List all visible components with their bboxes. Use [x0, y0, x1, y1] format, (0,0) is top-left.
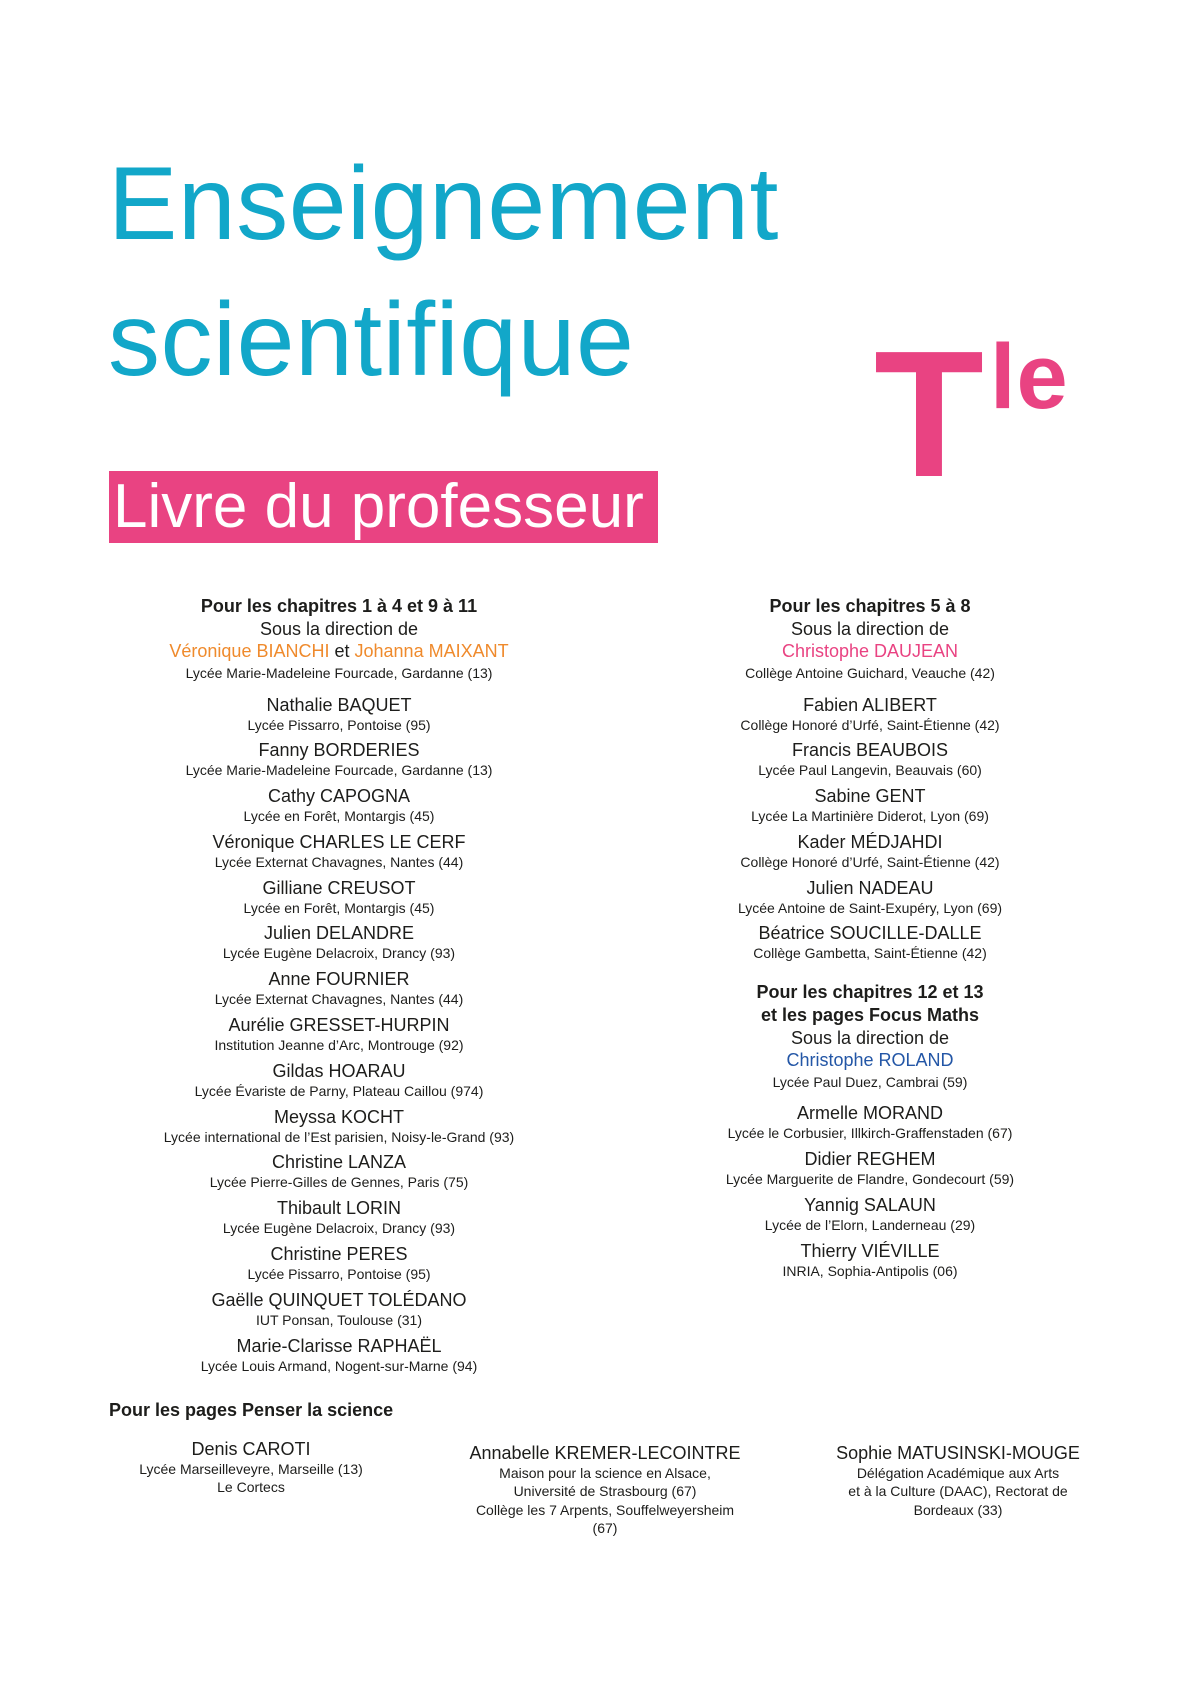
member-affiliation: Lycée Externat Chavagnes, Nantes (44) — [214, 991, 464, 1008]
director-name: Christophe DAUJEAN — [781, 641, 959, 661]
subtitle: Livre du professeur — [113, 472, 644, 541]
member-name: Christine LANZA — [271, 1152, 407, 1173]
column-left — [109, 595, 569, 1381]
member-affiliation: INRIA, Sophia-Antipolis (06) — [782, 1262, 958, 1279]
contributor-affiliation-line: Collège les 7 Arpents, Souffelweyersheim — [475, 1501, 735, 1518]
member-entry — [640, 878, 1100, 918]
section-heading: Pour les chapitres 5 à 8 — [769, 596, 971, 616]
member-name: Cathy CAPOGNA — [267, 786, 411, 807]
member-affiliation: Lycée Évariste de Parny, Plateau Caillou (974) — [194, 1082, 484, 1099]
member-entry — [640, 832, 1100, 872]
title-line-1: Enseignement — [108, 146, 779, 262]
member-entry — [640, 1103, 1100, 1143]
member-entry — [640, 1241, 1100, 1281]
member-name: Meyssa KOCHT — [273, 1106, 405, 1127]
section-heading: et les pages Focus Maths — [760, 1004, 980, 1025]
direction-label: Sous la direction de — [790, 619, 950, 639]
member-name: Fabien ALIBERT — [803, 694, 937, 715]
column-right — [640, 595, 1100, 1286]
member-name: Nathalie BAQUET — [266, 694, 412, 715]
member-name: Thierry VIÉVILLE — [800, 1240, 940, 1261]
contributor-affiliation-line: Lycée Marseilleveyre, Marseille (13) — [139, 1460, 363, 1477]
subtitle-banner — [109, 471, 658, 543]
level-letter: T — [874, 314, 984, 515]
member-affiliation: Lycée Eugène Delacroix, Drancy (93) — [222, 1220, 456, 1237]
member-entry — [109, 1290, 569, 1330]
member-affiliation: Lycée Pissarro, Pontoise (95) — [247, 716, 431, 733]
member-entry — [109, 740, 569, 780]
section-heading: Pour les chapitres 1 à 4 et 9 à 11 — [200, 596, 478, 616]
member-affiliation: Lycée Externat Chavagnes, Nantes (44) — [214, 853, 464, 870]
member-entry — [109, 1198, 569, 1238]
member-affiliation: Lycée Eugène Delacroix, Drancy (93) — [222, 945, 456, 962]
member-affiliation: Lycée Pierre-Gilles de Gennes, Paris (75) — [209, 1174, 469, 1191]
member-name: Gildas HOARAU — [272, 1060, 406, 1081]
member-entry — [640, 695, 1100, 735]
member-entry — [640, 923, 1100, 963]
member-affiliation: Collège Honoré d’Urfé, Saint-Étienne (42) — [740, 716, 1000, 733]
member-affiliation: IUT Ponsan, Toulouse (31) — [255, 1311, 423, 1328]
penser-contributor — [818, 1443, 1098, 1520]
directors-joiner: et — [334, 641, 350, 661]
member-affiliation: Institution Jeanne d’Arc, Montrouge (92) — [214, 1037, 464, 1054]
member-entry — [109, 1336, 569, 1376]
member-name: Francis BEAUBOIS — [791, 740, 949, 761]
penser-contributor — [111, 1439, 391, 1497]
member-entry — [109, 1107, 569, 1147]
member-entry — [640, 786, 1100, 826]
contributor-affiliation-line: (67) — [592, 1520, 618, 1536]
director-name: Johanna MAIXANT — [354, 641, 509, 661]
member-entry — [109, 1152, 569, 1192]
contributor-affiliation-line: et à la Culture (DAAC), Rectorat de — [848, 1483, 1068, 1499]
member-list — [640, 695, 1100, 964]
member-affiliation: Lycée Paul Langevin, Beauvais (60) — [758, 762, 982, 779]
member-affiliation: Lycée La Martinière Diderot, Lyon (69) — [751, 808, 989, 825]
member-affiliation: Lycée Marie-Madeleine Fourcade, Gardanne (13) — [185, 762, 493, 779]
section-chapters-5-8 — [640, 595, 1100, 963]
member-entry — [109, 695, 569, 735]
member-name: Kader MÉDJAHDI — [797, 831, 943, 852]
contributor-name: Annabelle KREMER-LECOINTRE — [469, 1442, 741, 1463]
member-name: Thibault LORIN — [276, 1198, 402, 1219]
section-chapters-12-13 — [640, 981, 1100, 1281]
contributor-name: Denis CAROTI — [191, 1438, 311, 1459]
member-affiliation: Lycée Antoine de Saint-Exupéry, Lyon (69) — [737, 899, 1003, 916]
member-name: Christine PERES — [270, 1244, 408, 1265]
director-name: Christophe ROLAND — [786, 1049, 954, 1070]
member-name: Julien DELANDRE — [263, 923, 415, 944]
direction-label: Sous la direction de — [790, 1027, 950, 1048]
member-name: Didier REGHEM — [804, 1148, 936, 1169]
member-affiliation: Collège Gambetta, Saint-Étienne (42) — [753, 945, 987, 962]
member-affiliation: Lycée international de l’Est parisien, Noisy-le-Grand (93) — [163, 1128, 515, 1145]
contributor-affiliation-line: Maison pour la science en Alsace, — [499, 1464, 711, 1481]
contributor-affiliation-line: Le Cortecs — [217, 1479, 285, 1495]
member-entry — [109, 878, 569, 918]
directors-line — [109, 640, 569, 662]
member-entry — [640, 1195, 1100, 1235]
member-list — [109, 695, 569, 1376]
member-entry — [640, 1149, 1100, 1189]
contributor-name: Sophie MATUSINSKI-MOUGE — [836, 1442, 1080, 1463]
member-name: Gilliane CREUSOT — [262, 877, 416, 898]
member-entry — [640, 740, 1100, 780]
member-affiliation: Lycée Marguerite de Flandre, Gondecourt (59) — [725, 1170, 1015, 1187]
level-superscript: le — [990, 326, 1069, 428]
member-entry — [109, 786, 569, 826]
member-name: Fanny BORDERIES — [258, 740, 420, 761]
member-entry — [109, 1061, 569, 1101]
director-affiliation: Collège Antoine Guichard, Veauche (42) — [745, 665, 995, 681]
director-affiliation: Lycée Marie-Madeleine Fourcade, Gardanne (13) — [185, 665, 493, 681]
member-name: Yannig SALAUN — [804, 1194, 936, 1215]
member-affiliation: Lycée de l’Elorn, Landerneau (29) — [764, 1216, 976, 1233]
member-affiliation: Lycée le Corbusier, Illkirch-Graffenstaden (67) — [727, 1125, 1013, 1142]
member-name: Gaëlle QUINQUET TOLÉDANO — [211, 1289, 467, 1310]
member-name: Marie-Clarisse RAPHAËL — [236, 1335, 442, 1356]
member-entry — [109, 1244, 569, 1284]
member-list — [640, 1103, 1100, 1280]
member-name: Aurélie GRESSET-HURPIN — [228, 1015, 450, 1036]
member-entry — [109, 832, 569, 872]
member-affiliation: Lycée Pissarro, Pontoise (95) — [247, 1266, 431, 1283]
section-heading: Pour les chapitres 12 et 13 — [756, 981, 984, 1002]
direction-label: Sous la direction de — [259, 619, 419, 639]
member-name: Armelle MORAND — [796, 1103, 943, 1124]
member-name: Véronique CHARLES LE CERF — [212, 831, 466, 852]
member-name: Anne FOURNIER — [268, 969, 410, 990]
member-affiliation: Collège Honoré d’Urfé, Saint-Étienne (42) — [740, 853, 1000, 870]
member-name: Julien NADEAU — [806, 877, 934, 898]
penser-heading: Pour les pages Penser la science — [109, 1400, 394, 1420]
member-name: Béatrice SOUCILLE-DALLE — [758, 923, 982, 944]
member-affiliation: Lycée Louis Armand, Nogent-sur-Marne (94) — [200, 1357, 478, 1374]
contributor-affiliation-line: Bordeaux (33) — [913, 1501, 1003, 1518]
director-affiliation: Lycée Paul Duez, Cambrai (59) — [772, 1073, 968, 1090]
contributor-affiliation-line: Délégation Académique aux Arts — [856, 1464, 1060, 1481]
contributor-affiliation-line: Université de Strasbourg (67) — [513, 1483, 697, 1499]
penser-contributor — [455, 1443, 755, 1538]
member-entry — [109, 1015, 569, 1055]
member-entry — [109, 969, 569, 1009]
member-name: Sabine GENT — [814, 786, 926, 807]
title-line-2: scientifique — [108, 282, 635, 398]
member-entry — [109, 923, 569, 963]
member-affiliation: Lycée en Forêt, Montargis (45) — [243, 899, 435, 916]
director-name: Véronique BIANCHI — [169, 641, 330, 661]
member-affiliation: Lycée en Forêt, Montargis (45) — [243, 808, 435, 825]
